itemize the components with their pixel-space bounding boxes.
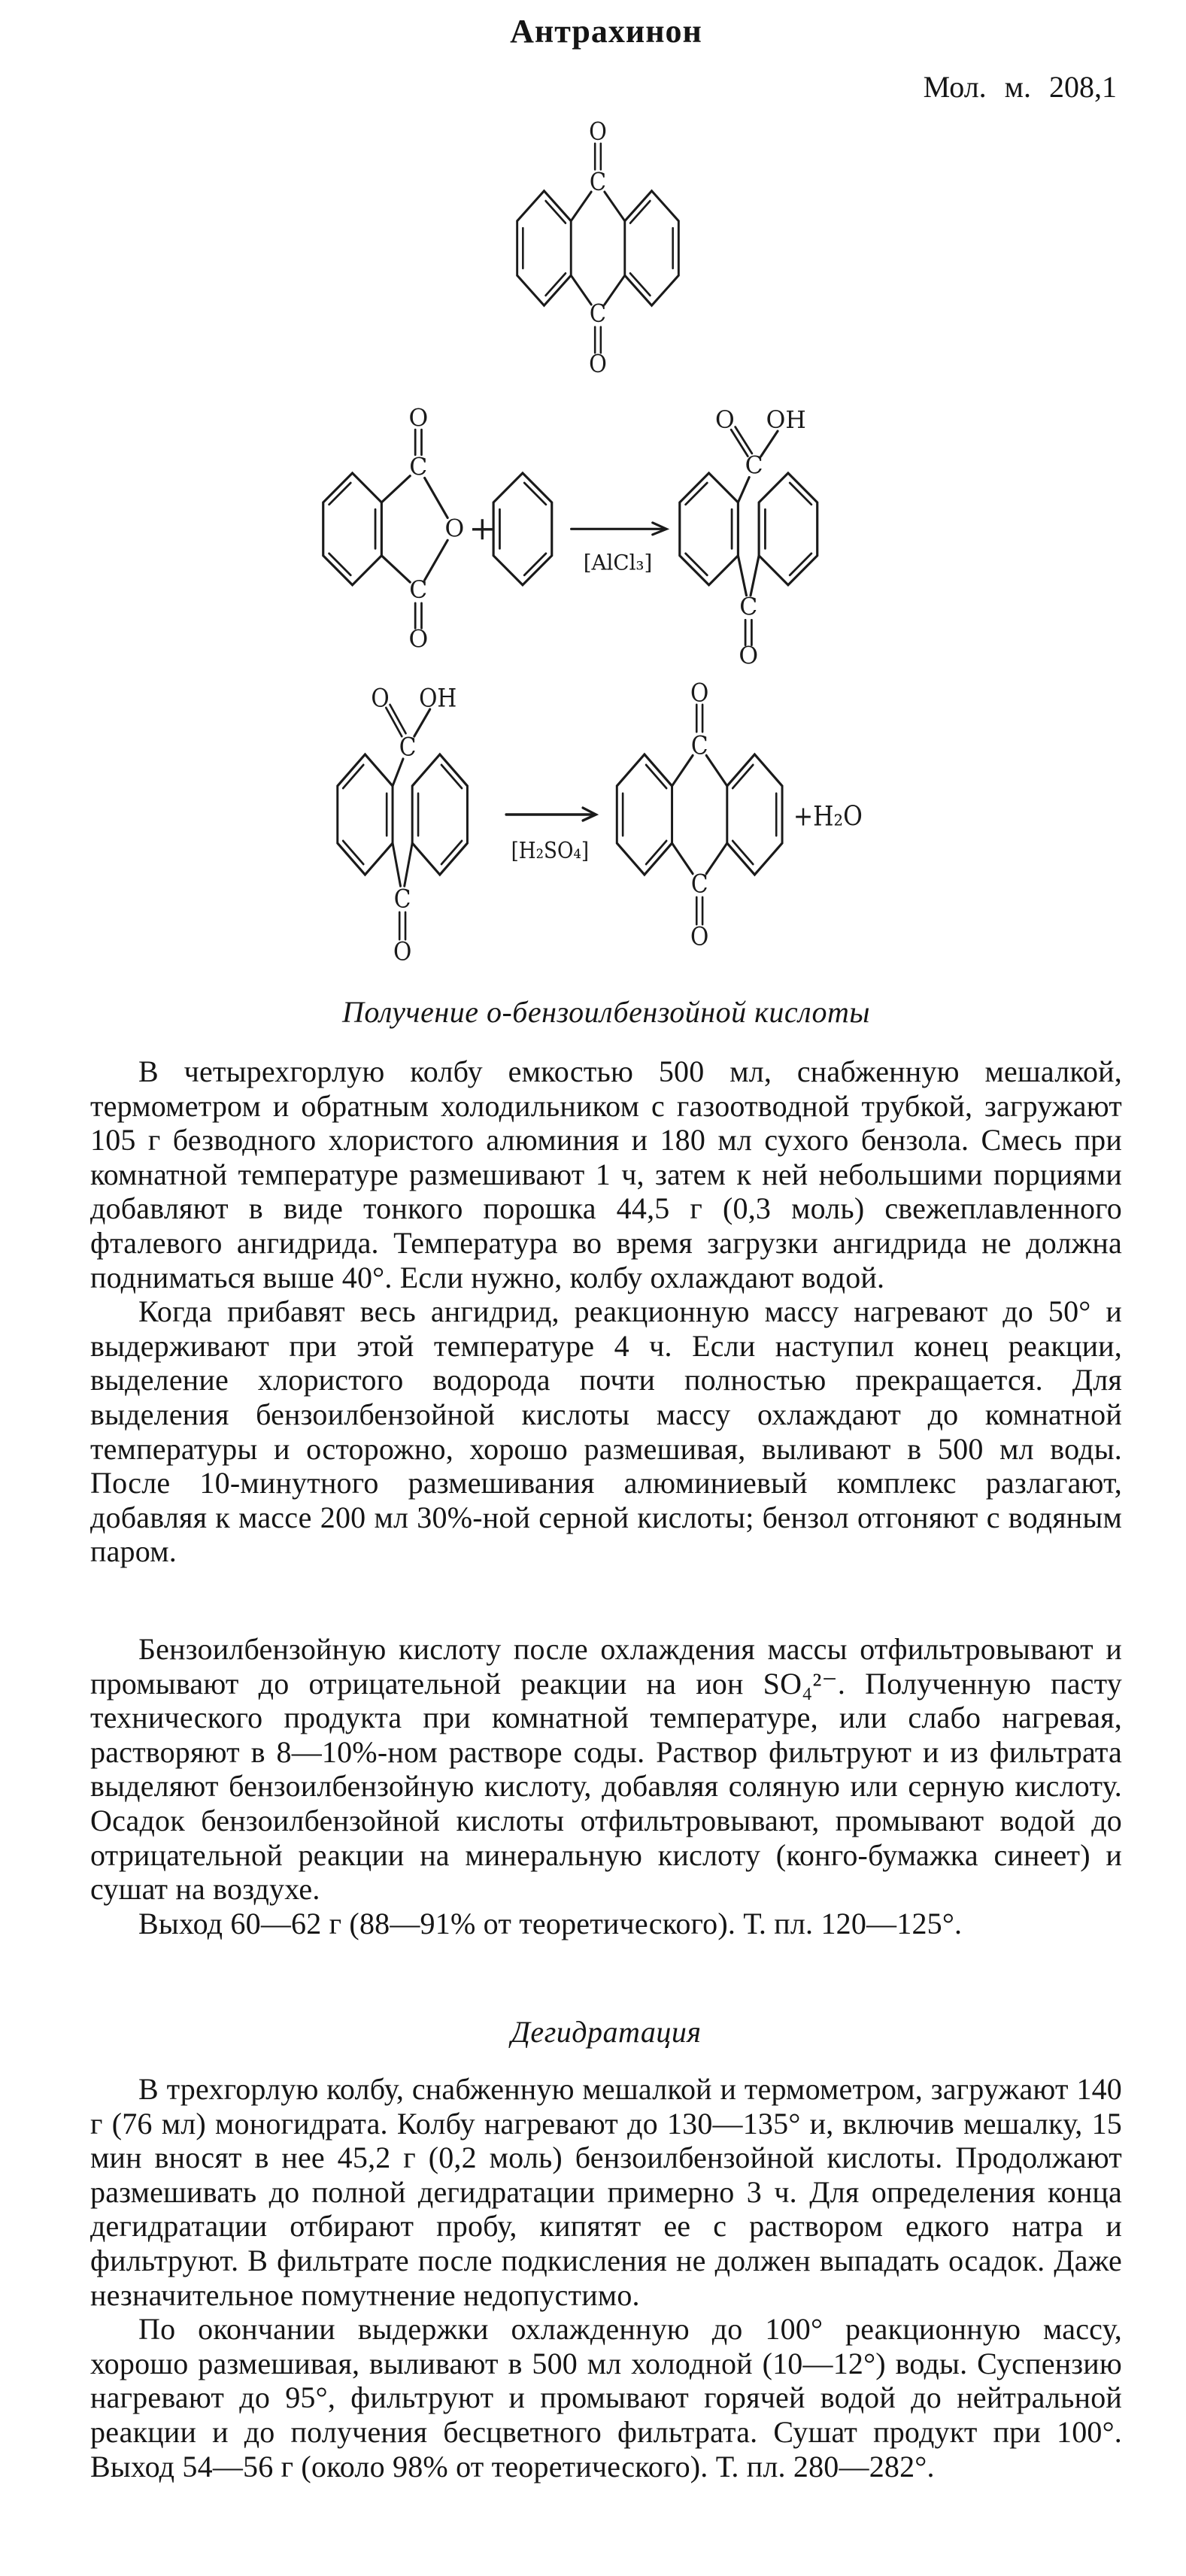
carbon-label: C	[745, 452, 763, 480]
benzene-ring	[759, 473, 817, 585]
carbon-label: C	[399, 731, 417, 763]
paragraph: Бензоилбензойную кислоту после охлаждения массы отфильтровывают и промывают до отрицательной реакции на ион SO₄²⁻. Полученную пасту технического продукта при комнатной температуре, или слабо нагревая, растворяют в 8—10%-ном растворе соды. Раствор фильтруют и из фильтрата выделяют бензоилбензойную кислоту, добавляя соляную или серную кислоту. Осадок бензоилбензойной кислоты отфильтровывают, промывают водой до отрицательной реакции на минеральную кислоту (конго-бумажка синеет) и сушат на воздухе.	[90, 1632, 1122, 1907]
oxygen-label: O	[408, 405, 429, 432]
paragraph: Выход 60—62 г (88—91% от теоретического). Т. пл. 120—125°.	[138, 1906, 963, 1940]
oxygen-label: O	[408, 626, 429, 654]
molecular-mass: Мол. м. 208,1	[923, 70, 1117, 104]
carbon-label: C	[589, 168, 607, 197]
carbon-label: C	[409, 454, 428, 481]
carbon-label: C	[690, 868, 708, 900]
hydroxyl-label: OH	[419, 682, 457, 714]
oxygen-label: O	[739, 642, 759, 670]
carbon-label: C	[589, 299, 607, 329]
benzene-ring	[323, 473, 382, 585]
page-title: Антрахинон	[510, 13, 702, 50]
benzene-ring	[625, 191, 679, 305]
catalyst-label: [H₂SO₄]	[511, 837, 590, 864]
benzene-ring	[493, 473, 552, 585]
oxygen-label: O	[371, 682, 390, 714]
carbon-label: C	[739, 593, 758, 621]
text-block	[90, 2072, 1122, 2483]
benzene-ring	[617, 754, 672, 875]
text-block	[90, 1054, 1122, 1569]
oxygen-label: O	[714, 407, 735, 435]
paragraph: По окончании выдержки охлажденную до 100° реакционную массу, хорошо размешивая, выливают в 500 мл холодной (10—12°) воды. Суспензию нагревают до 95°, фильтруют и промывают горячей водой до нейтральной реакции и до получения бесцветного фильтрата. Сушат продукт при 100°. Выход 54—56 г (около 98% от теоретического). Т. пл. 280—282°.	[90, 2312, 1122, 2483]
hydroxyl-label: OH	[766, 407, 806, 435]
reaction-2-figure	[316, 668, 880, 969]
paragraph: В четырехгорлую колбу емкостью 500 мл, снабженную мешалкой, термометром и обратным холодильником с газоотводной трубкой, загружают 105 г безводного хлористого алюминия и 180 мл сухого бензола. Смесь при комнатной температуре размешивают 1 ч, затем к ней небольшими порциями добавляют в виде тонкого порошка 44,5 г (0,3 моль) свежеплавленного фталевого ангидрида. Температура во время загрузки ангидрида не должна подниматься выше 40°. Если нужно, колбу охлаждают водой.	[90, 1054, 1122, 1294]
paragraph: В трехгорлую колбу, снабженную мешалкой и термометром, загружают 140 г (76 мл) моногидрата. Колбу нагревают до 130—135° и, включив мешалку, 15 мин вносят в нее 45,2 г (0,2 моль) бензоилбензойной кислоты. Продолжают размешивать до полной дегидратации примерно 3 ч. Для определения конца дегидратации отбирают пробу, кипятят ее с раствором едкого натра и фильтруют. В фильтрате после подкисления не должен выпадать осадок. Даже незначительное помутнение недопустимо.	[90, 2072, 1122, 2312]
benzene-ring	[680, 473, 739, 585]
benzene-ring	[412, 754, 467, 875]
plus-sign: +	[469, 510, 496, 548]
section-heading-preparation: Получение о-бензоилбензойной кислоты	[341, 995, 871, 1029]
oxygen-label: O	[589, 117, 607, 147]
reaction-1-figure	[293, 393, 842, 672]
oxygen-label: O	[444, 515, 465, 543]
anthraquinone-structure	[511, 98, 684, 399]
benzene-ring	[338, 754, 393, 875]
carbon-label: C	[393, 883, 411, 915]
water-byproduct-label: +H₂O	[793, 800, 863, 832]
catalyst-label: [AlCl₃]	[583, 550, 653, 575]
oxygen-label: O	[393, 936, 412, 967]
section-heading-dehydration: Дегидратация	[511, 2015, 702, 2049]
benzene-ring	[517, 191, 572, 305]
carbon-label: C	[690, 730, 708, 761]
oxygen-label: O	[589, 350, 607, 379]
oxygen-label: O	[690, 677, 709, 708]
benzene-ring	[727, 754, 782, 875]
oxygen-label: O	[690, 921, 709, 952]
carbon-label: C	[409, 577, 428, 605]
text-block	[90, 1632, 1122, 1940]
paragraph: Когда прибавят весь ангидрид, реакционную массу нагревают до 50° и выдерживают при этой температуре 4 ч. Если наступил конец реакции, выделение хлористого водорода почти полностью прекращается. Для выделения бензоилбензойной кислоты массу охлаждают до комнатной температуры и осторожно, хорошо размешивая, выливают в 500 мл воды. После 10-минутного размешивания алюминиевый комплекс разлагают, добавляя к массе 200 мл 30%-ной серной кислоты; бензол отгоняют с водяным паром.	[90, 1294, 1122, 1569]
